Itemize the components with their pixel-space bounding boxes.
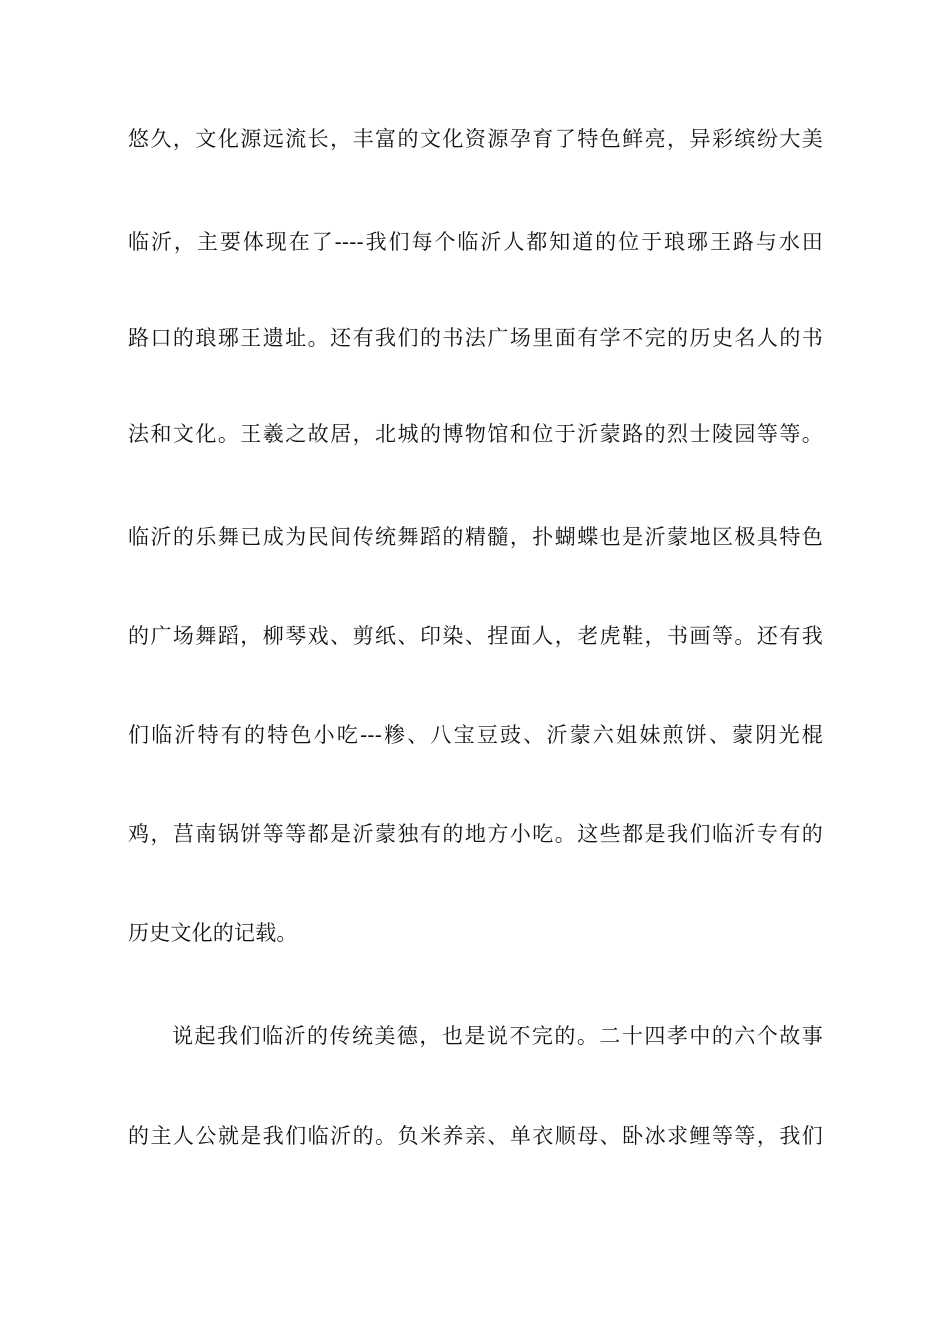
text-line-7: 们临沂特有的特色小吃---糁、八宝豆豉、沂蒙六姐妹煎饼、蒙阴光棍 xyxy=(128,723,823,747)
text-line-11: 的主人公就是我们临沂的。负米养亲、单衣顺母、卧冰求鲤等等，我们 xyxy=(128,1124,823,1148)
text-line-8: 鸡，莒南锅饼等等都是沂蒙独有的地方小吃。这些都是我们临沂专有的 xyxy=(128,822,823,846)
text-line-2: 临沂，主要体现在了----我们每个临沂人都知道的位于琅琊王路与水田 xyxy=(128,230,823,254)
text-line-4: 法和文化。王羲之故居，北城的博物馆和位于沂蒙路的烈士陵园等等。 xyxy=(128,422,823,446)
text-line-3: 路口的琅琊王遗址。还有我们的书法广场里面有学不完的历史名人的书 xyxy=(128,326,823,350)
text-line-10: 说起我们临沂的传统美德，也是说不完的。二十四孝中的六个故事 xyxy=(172,1024,823,1048)
text-line-1: 悠久，文化源远流长，丰富的文化资源孕育了特色鲜亮，异彩缤纷大美 xyxy=(128,127,823,151)
text-line-9: 历史文化的记载。 xyxy=(128,921,298,945)
text-line-6: 的广场舞蹈，柳琴戏、剪纸、印染、捏面人，老虎鞋，书画等。还有我 xyxy=(128,624,823,648)
text-line-5: 临沂的乐舞已成为民间传统舞蹈的精髓，扑蝴蝶也是沂蒙地区极具特色 xyxy=(128,525,823,549)
